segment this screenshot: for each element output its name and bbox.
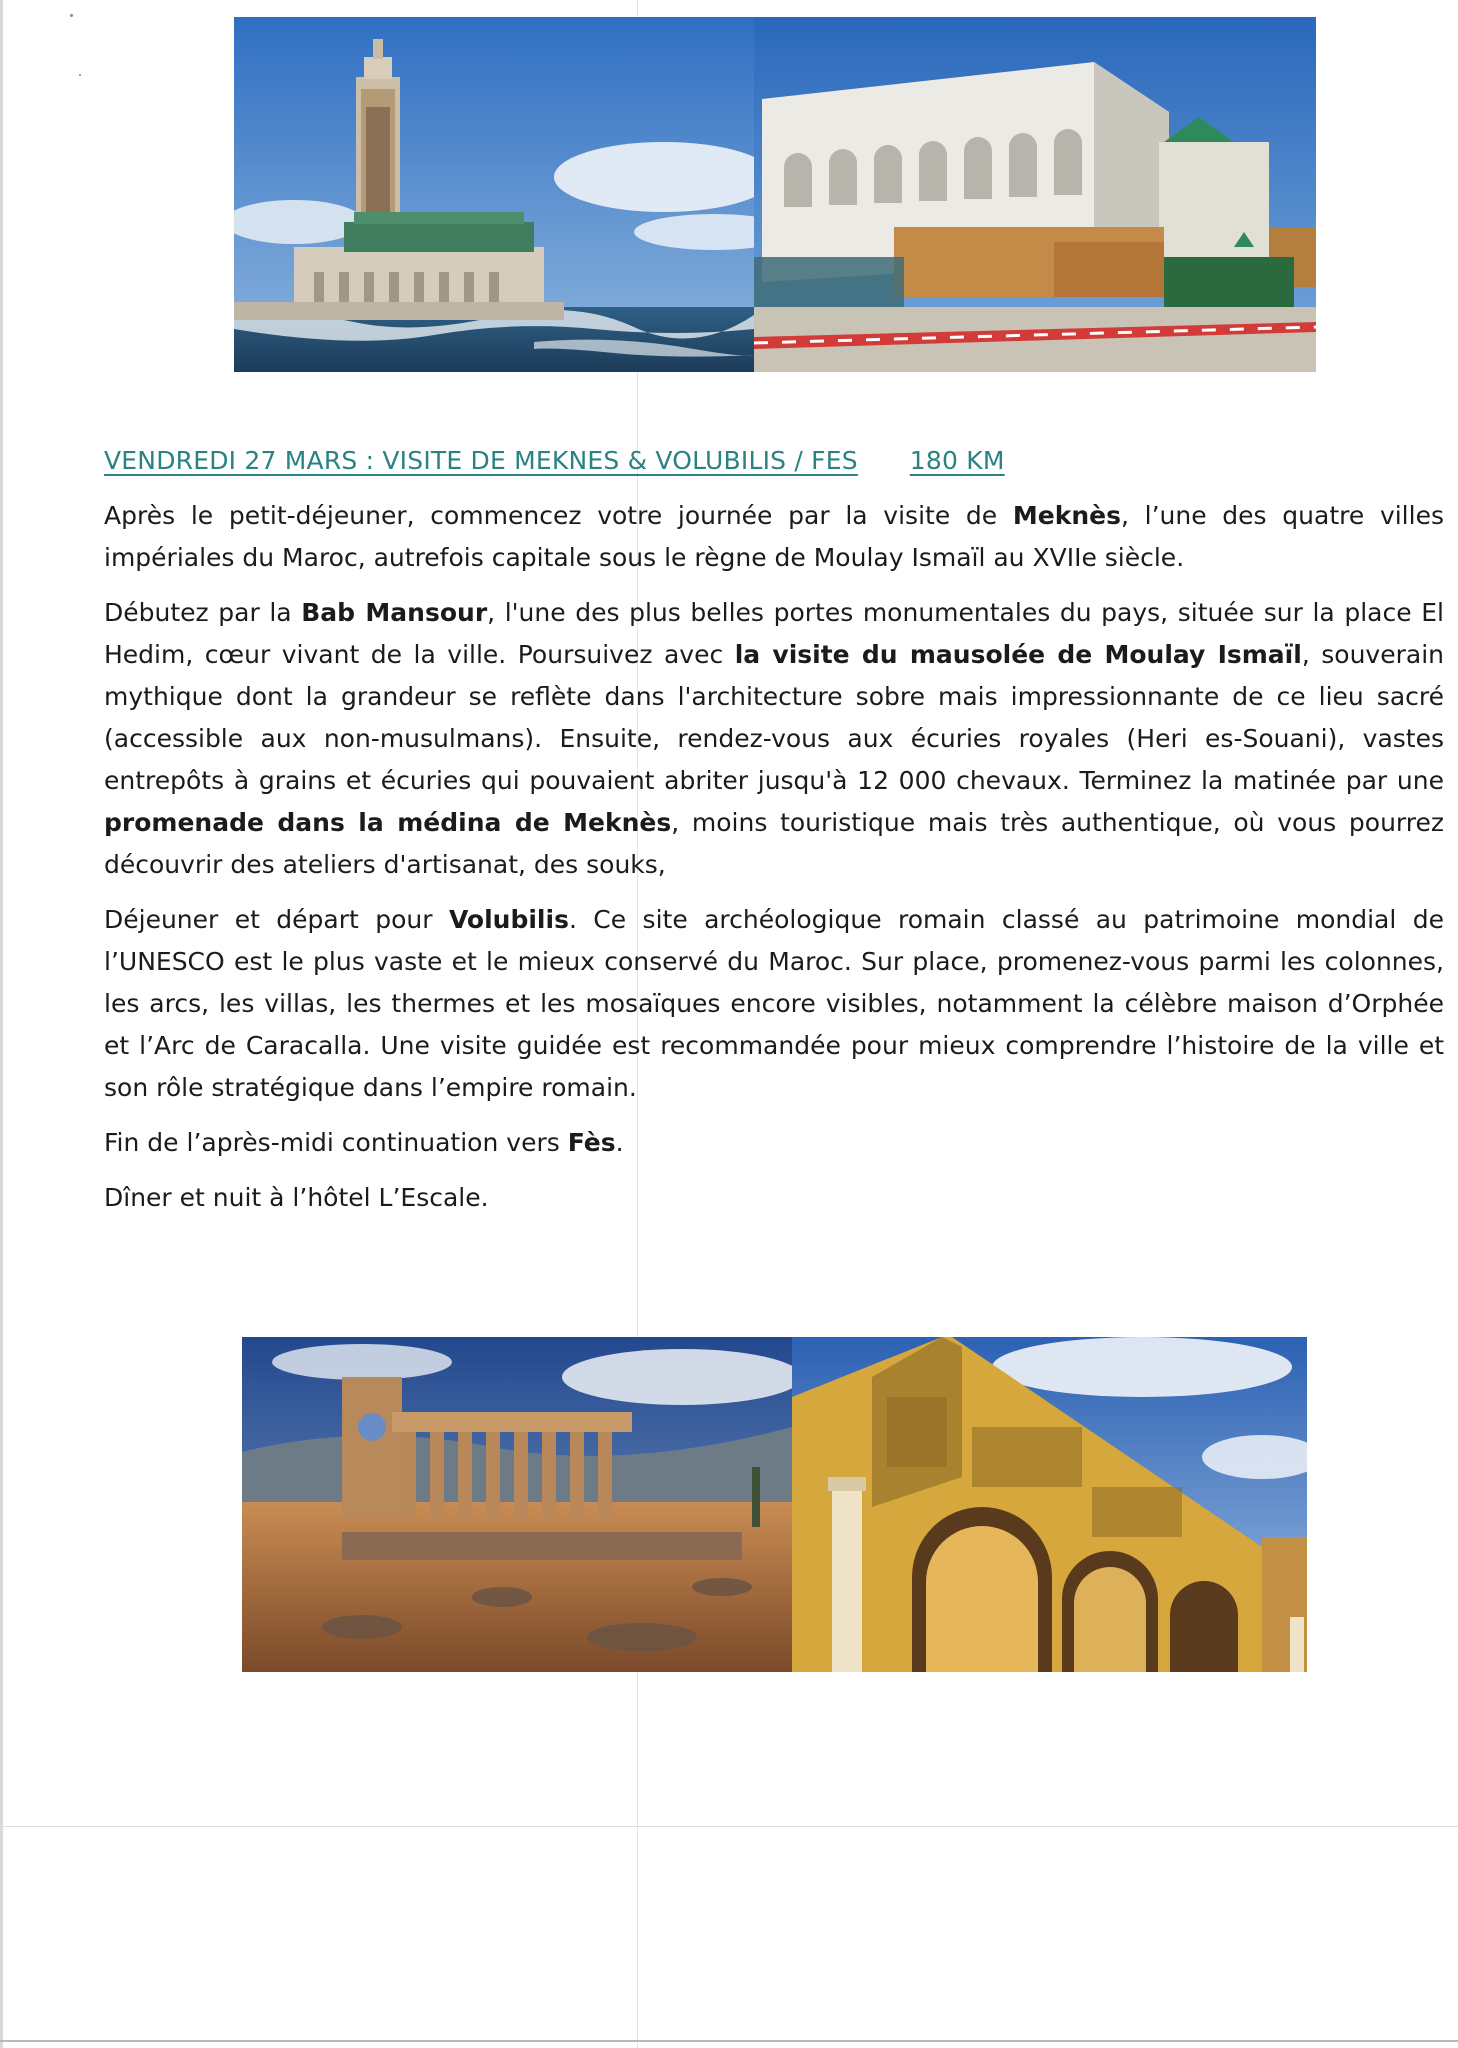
- text-run: Après le petit-déjeuner, commencez votre journée par la visite de: [104, 501, 1013, 530]
- text-run: , l'une des plus belles portes monumentales du pays, située sur la place El Hedim, cœur vivant de la ville. Poursuivez avec: [104, 598, 1444, 669]
- mausoleum-mohammed-v-photo: [754, 17, 1316, 372]
- paragraph-volubilis: [104, 899, 1444, 1109]
- highlight-bab-mansour: Bab Mansour: [301, 598, 488, 627]
- highlight-mausoleum: la visite du mausolée de Moulay Ismaïl: [734, 640, 1302, 669]
- text-run: Débutez par la: [104, 598, 302, 627]
- paragraph-meknes-intro: [104, 495, 1444, 579]
- text-run: Fin de l’après-midi continuation vers: [104, 1128, 568, 1157]
- text-run: .: [615, 1128, 624, 1157]
- hassan-ii-mosque-photo: [234, 17, 754, 372]
- text-run: . Ce site archéologique romain classé au patrimoine mondial de l’UNESCO est le plus vaste et le mieux conservé du Maroc. Sur place, promenez-vous parmi les colonnes, les arcs, les villas, les thermes et les mosaïques encore visibles, notamment la célèbre maison d’Orphée et l’Arc de Caracalla. Une visite guidée est recommandée pour mieux comprendre l’histoire de la ville et son rôle stratégique dans l’empire romain.: [104, 905, 1444, 1102]
- highlight-volubilis: Volubilis: [448, 905, 569, 934]
- page-edge-bottom: [0, 2040, 1458, 2042]
- paragraph-dinner: [104, 1177, 1444, 1219]
- paragraph-meknes-visit: [104, 592, 1444, 886]
- scan-speck: [79, 74, 81, 76]
- volubilis-ruins-photo: [242, 1337, 792, 1672]
- highlight-meknes: Meknès: [1012, 501, 1121, 530]
- page-edge: [0, 0, 3, 2048]
- day-distance: 180 KM: [909, 446, 1005, 475]
- fold-line-horizontal: [0, 1826, 1458, 1827]
- text-run: , l’une des quatre villes impériales du Maroc, autrefois capitale sous le règne de Moulay Ismaïl au XVIIe siècle.: [104, 501, 1444, 572]
- text-run: Déjeuner et départ pour: [104, 905, 449, 934]
- day-title-text: VENDREDI 27 MARS : VISITE DE MEKNES & VOLUBILIS / FES: [104, 446, 858, 475]
- text-run: , moins touristique mais très authentique, où vous pourrez découvrir des ateliers d'artisanat, des souks,: [104, 808, 1444, 879]
- highlight-fes: Fès: [567, 1128, 616, 1157]
- highlight-medina: promenade dans la médina de Meknès: [104, 808, 672, 837]
- paragraph-fes: [104, 1122, 1444, 1164]
- scan-speck: [70, 14, 73, 17]
- day-heading: [104, 446, 1234, 475]
- itinerary-body: [104, 495, 1444, 1232]
- text-run: , souverain mythique dont la grandeur se reflète dans l'architecture sobre mais impressionnante de ce lieu sacré (accessible aux non-musulmans). Ensuite, rendez-vous aux écuries royales (Heri es-Souani), vastes entrepôts à grains et écuries qui pouvaient abriter jusqu'à 12 000 chevaux. Terminez la matinée par une: [104, 640, 1444, 795]
- bab-mansour-gate-photo: [792, 1337, 1307, 1672]
- text-run: Dîner et nuit à l’hôtel L’Escale.: [104, 1183, 489, 1212]
